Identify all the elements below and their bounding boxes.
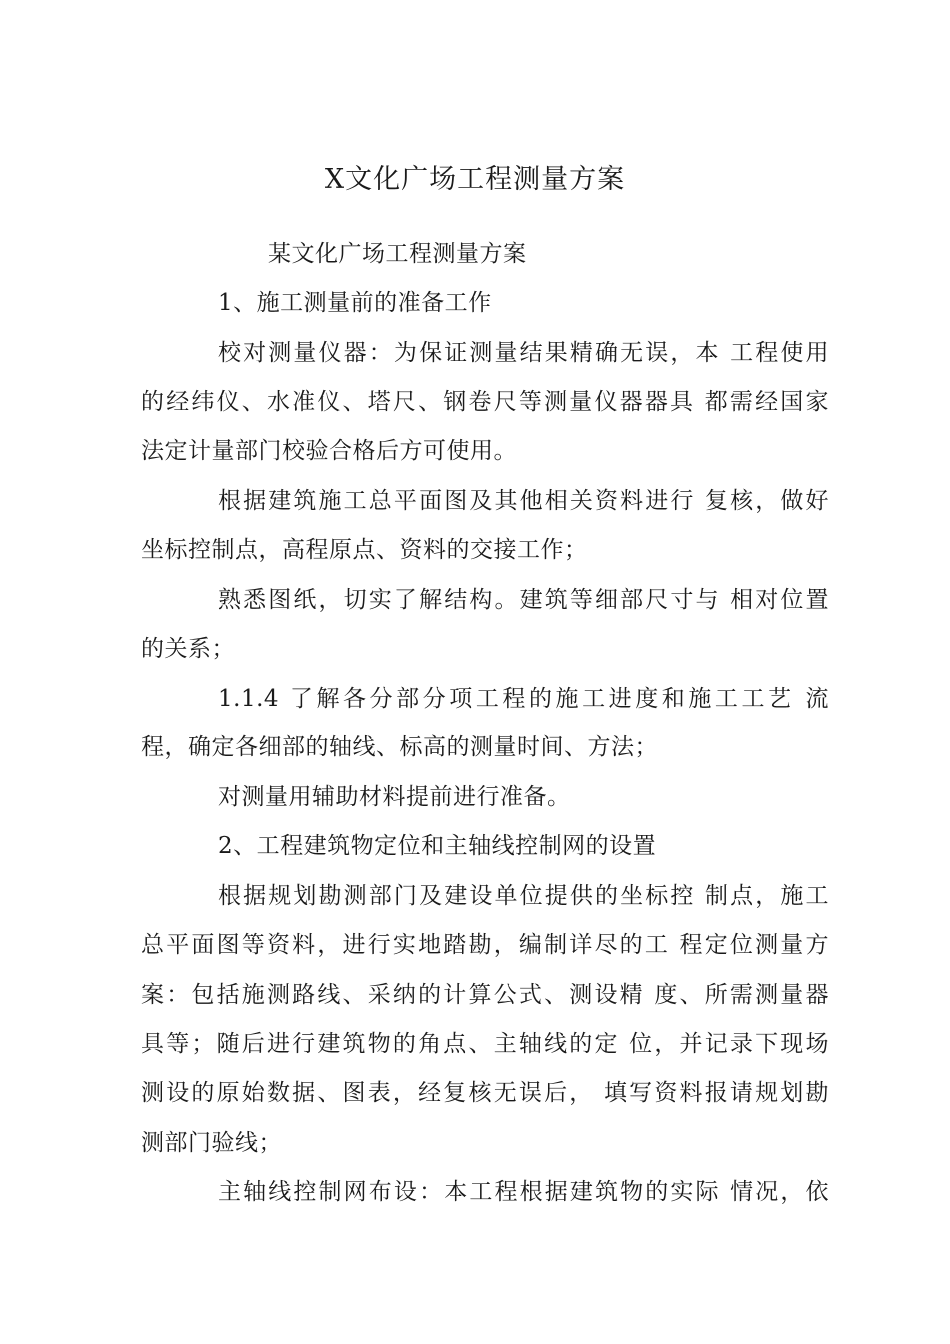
paragraph-line: 根据建筑施工总平面图及其他相关资料进行 复核，做好 (218, 488, 829, 514)
paragraph-line: 坐标控制点，高程原点、资料的交接工作； (141, 537, 588, 563)
paragraph-line: 案：包括施测路线、采纳的计算公式、测设精 度、所需测量器 (141, 982, 829, 1008)
subtitle-line: 某文化广场工程测量方案 (268, 241, 527, 267)
paragraph-line: 对测量用辅助材料提前进行准备。 (218, 784, 571, 810)
paragraph-line: 熟悉图纸，切实了解结构。建筑等细部尺寸与 相对位置 (218, 587, 829, 613)
paragraph-line: 主轴线控制网布设：本工程根据建筑物的实际 情况，依 (218, 1179, 829, 1205)
paragraph-line: 根据规划勘测部门及建设单位提供的坐标控 制点，施工 (218, 883, 829, 909)
paragraph-line: 法定计量部门校验合格后方可使用。 (141, 438, 517, 464)
paragraph-line: 程，确定各细部的轴线、标高的测量时间、方法； (141, 734, 658, 760)
paragraph-line: 的经纬仪、水准仪、塔尺、钢卷尺等测量仪器器具 都需经国家 (141, 389, 829, 415)
paragraph-line: 测部门验线； (141, 1130, 282, 1156)
paragraph-line: 的关系； (141, 636, 235, 662)
paragraph-line: 校对测量仪器：为保证测量结果精确无误，本 工程使用 (218, 340, 829, 366)
paragraph-line: 总平面图等资料，进行实地踏勘，编制详尽的工 程定位测量方 (141, 932, 829, 958)
section-heading-2: 2、工程建筑物定位和主轴线控制网的设置 (218, 833, 657, 859)
paragraph-line: 具等；随后进行建筑物的角点、主轴线的定 位，并记录下现场 (141, 1031, 829, 1057)
section-heading-1: 1、施工测量前的准备工作 (218, 290, 492, 316)
document-title: X文化广场工程测量方案 (324, 164, 626, 195)
paragraph-line: 测设的原始数据、图表，经复核无误后， 填写资料报请规划勘 (141, 1080, 829, 1106)
paragraph-line: 1.1.4 了解各分部分项工程的施工进度和施工工艺 流 (218, 686, 829, 712)
